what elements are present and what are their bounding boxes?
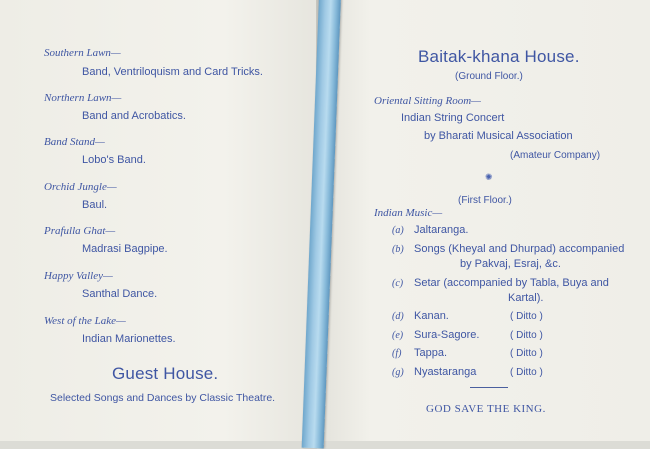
item-mark: (g) bbox=[392, 367, 404, 378]
item-text: Jaltaranga. bbox=[414, 224, 469, 236]
left-page bbox=[0, 0, 320, 441]
act-west-of-the-lake: Indian Marionettes. bbox=[82, 333, 176, 345]
act-orchid-jungle: Baul. bbox=[82, 199, 108, 211]
ditto-f: ( Ditto ) bbox=[510, 348, 543, 359]
music-item-b-cont: by Pakvaj, Esraj, &c. bbox=[460, 258, 561, 270]
venue-west-of-the-lake: West of the Lake— bbox=[44, 315, 126, 327]
venue-prafulla-ghat: Prafulla Ghat— bbox=[44, 225, 116, 237]
concert-line-1: Indian String Concert bbox=[401, 112, 505, 124]
venue-happy-valley: Happy Valley— bbox=[44, 270, 113, 282]
music-item-g bbox=[392, 366, 476, 378]
ditto-g: ( Ditto ) bbox=[510, 367, 543, 378]
music-item-c-cont: Kartal). bbox=[508, 292, 544, 304]
music-item-b bbox=[392, 243, 624, 255]
item-mark: (b) bbox=[392, 244, 404, 255]
item-mark: (a) bbox=[392, 225, 404, 236]
act-prafulla-ghat: Madrasi Bagpipe. bbox=[82, 243, 168, 255]
venue-southern-lawn: Southern Lawn— bbox=[44, 47, 121, 59]
god-save-the-king: GOD SAVE THE KING. bbox=[426, 403, 546, 415]
venue-band-stand: Band Stand— bbox=[44, 136, 105, 148]
item-mark: (c) bbox=[392, 278, 404, 289]
item-mark: (d) bbox=[392, 311, 404, 322]
concert-line-2: by Bharati Musical Association bbox=[424, 130, 573, 142]
music-item-c bbox=[392, 277, 609, 289]
music-item-d bbox=[392, 310, 449, 322]
act-southern-lawn: Band, Ventriloquism and Card Tricks. bbox=[82, 66, 263, 78]
divider-rule bbox=[470, 387, 508, 388]
first-floor-label: (First Floor.) bbox=[458, 195, 512, 206]
act-band-stand: Lobo's Band. bbox=[82, 154, 146, 166]
music-item-f bbox=[392, 347, 447, 359]
guest-house-text: Selected Songs and Dances by Classic Theatre. bbox=[50, 392, 276, 404]
item-text: Sura-Sagore. bbox=[414, 329, 480, 341]
item-mark: (e) bbox=[392, 330, 404, 341]
music-item-a bbox=[392, 224, 468, 236]
item-text: Setar (accompanied by Tabla, Buya and bbox=[414, 277, 609, 289]
ornament-icon: ✺ bbox=[485, 172, 493, 182]
item-mark: (f) bbox=[392, 348, 402, 359]
guest-house-title: Guest House. bbox=[112, 364, 219, 383]
act-happy-valley: Santhal Dance. bbox=[82, 288, 158, 300]
venue-northern-lawn: Northern Lawn— bbox=[44, 92, 122, 104]
ditto-d: ( Ditto ) bbox=[510, 311, 543, 322]
act-northern-lawn: Band and Acrobatics. bbox=[82, 110, 186, 122]
concert-line-3: (Amateur Company) bbox=[510, 150, 601, 161]
ground-floor-label: (Ground Floor.) bbox=[455, 71, 523, 82]
oriental-room-label: Oriental Sitting Room— bbox=[374, 95, 481, 107]
venue-orchid-jungle: Orchid Jungle— bbox=[44, 181, 117, 193]
item-text: Tappa. bbox=[414, 347, 448, 359]
ditto-e: ( Ditto ) bbox=[510, 330, 543, 341]
item-text: Kanan. bbox=[414, 310, 449, 322]
item-text: Songs (Kheyal and Dhurpad) accompanied bbox=[414, 243, 625, 255]
music-item-e bbox=[392, 329, 479, 341]
item-text: Nyastaranga bbox=[414, 366, 477, 378]
baitak-khana-title: Baitak-khana House. bbox=[418, 47, 580, 66]
right-page bbox=[322, 0, 650, 441]
indian-music-label: Indian Music— bbox=[374, 207, 443, 219]
